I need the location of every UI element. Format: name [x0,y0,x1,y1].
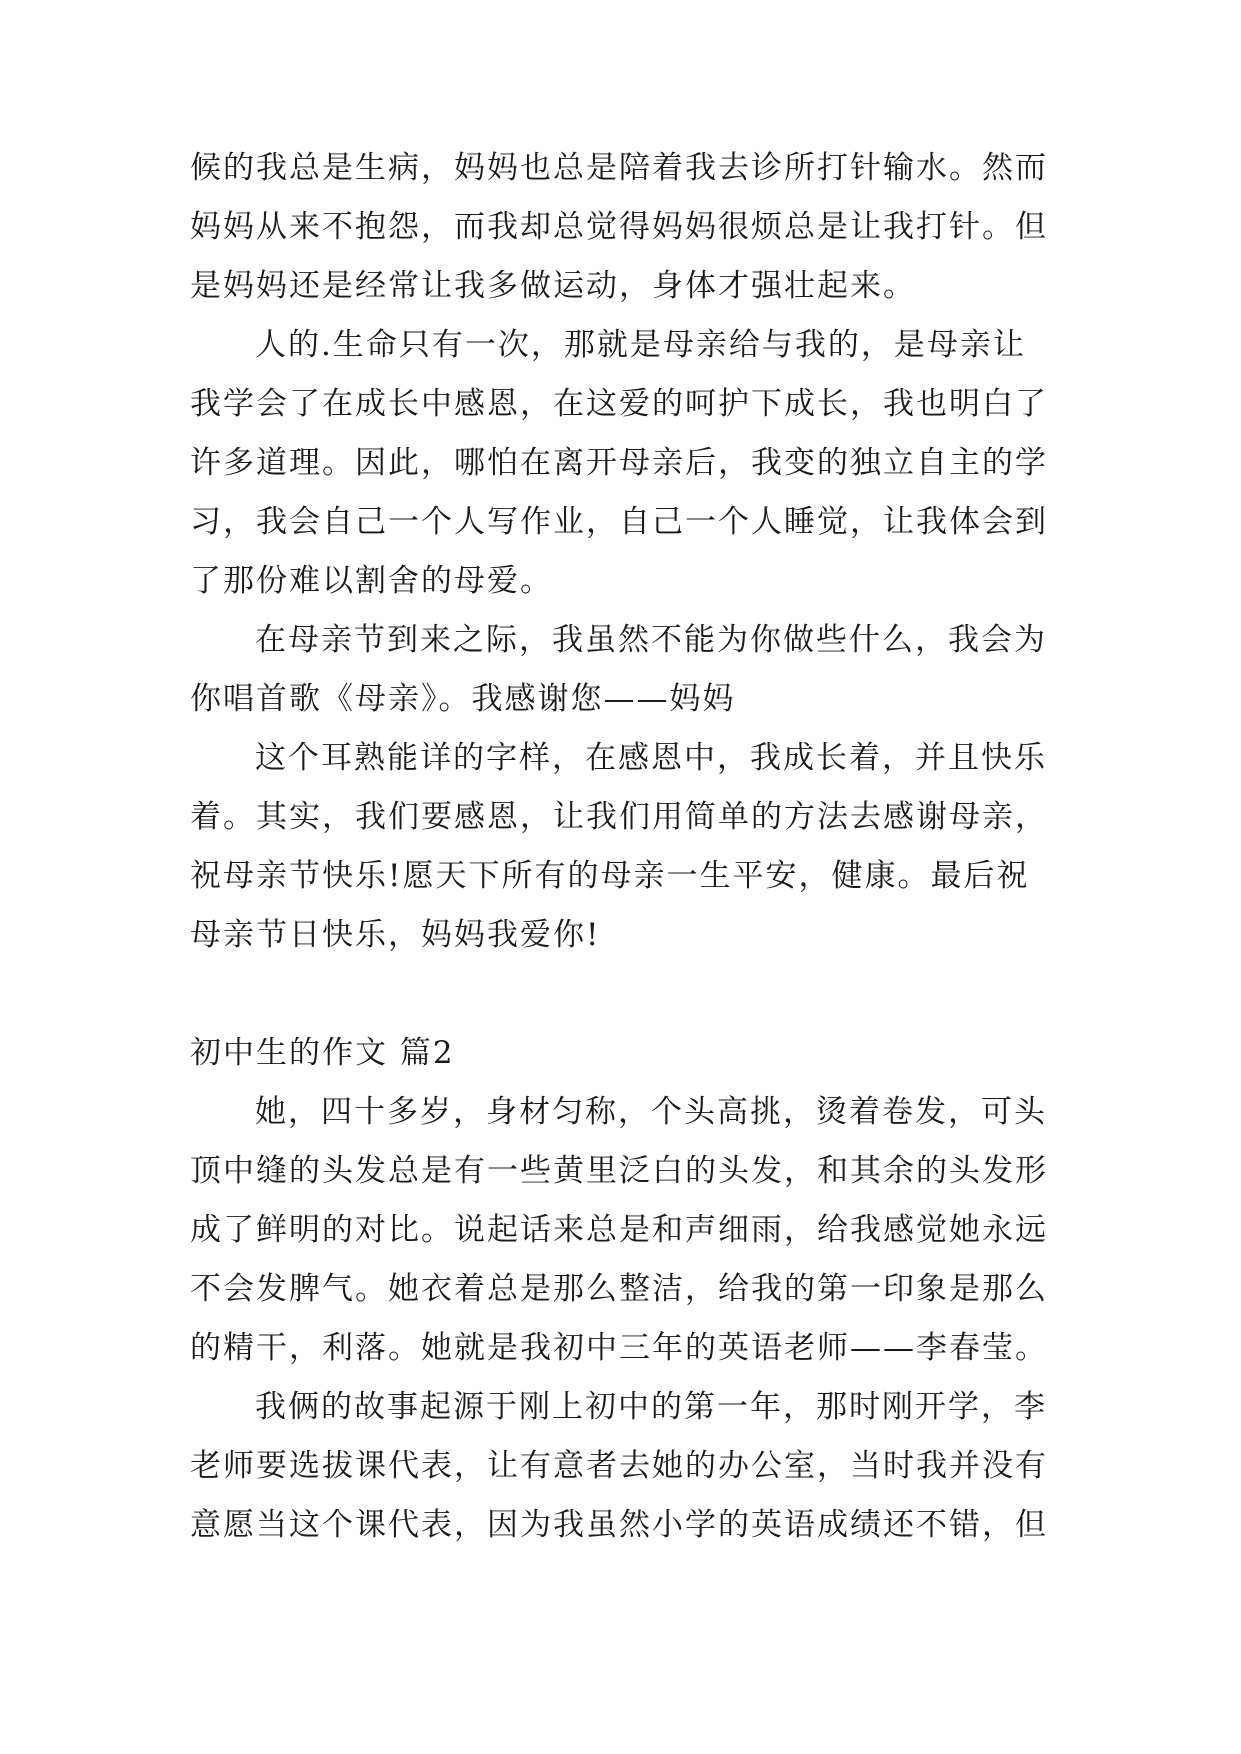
text-line: 祝母亲节快乐!愿天下所有的母亲一生平安，健康。最后祝 [190,858,1030,894]
paragraph-first-line: 我俩的故事起源于刚上初中的第一年，那时刚开学，李 [255,1389,1047,1425]
text-line: 不会发脾气。她衣着总是那么整洁，给我的第一印象是那么 [190,1271,1048,1307]
text-line: 候的我总是生病，妈妈也总是陪着我去诊所打针输水。然而 [190,150,1048,186]
text-line: 成了鲜明的对比。说起话来总是和声细雨，给我感觉她永远 [190,1212,1048,1248]
text-line: 的精干，利落。她就是我初中三年的英语老师——李春莹。 [190,1330,1048,1366]
paragraph-first-line: 这个耳熟能详的字样，在感恩中，我成长着，并且快乐 [255,740,1047,776]
paragraph-first-line: 在母亲节到来之际，我虽然不能为你做些什么，我会为 [255,622,1047,658]
paragraph-first-line: 她，四十多岁，身材匀称，个头高挑，烫着卷发，可头 [255,1094,1047,1130]
text-line: 了那份难以割舍的母爱。 [190,563,553,599]
text-line: 我学会了在成长中感恩，在这爱的呵护下成长，我也明白了 [190,386,1048,422]
section-heading: 初中生的作文 篇2 [190,1035,455,1071]
paragraph-first-line: 人的.生命只有一次，那就是母亲给与我的，是母亲让 [255,327,1026,363]
text-line: 着。其实，我们要感恩，让我们用简单的方法去感谢母亲， [190,799,1048,835]
text-line: 是妈妈还是经常让我多做运动，身体才强壮起来。 [190,268,916,304]
text-line: 你唱首歌《母亲》。我感谢您——妈妈 [190,681,736,717]
text-line: 老师要选拔课代表，让有意者去她的办公室，当时我并没有 [190,1448,1048,1484]
text-line: 习，我会自己一个人写作业，自己一个人睡觉，让我体会到 [190,504,1048,540]
text-line: 意愿当这个课代表，因为我虽然小学的英语成绩还不错，但 [190,1507,1048,1543]
text-line: 顶中缝的头发总是有一些黄里泛白的头发，和其余的头发形 [190,1153,1048,1189]
text-line: 许多道理。因此，哪怕在离开母亲后，我变的独立自主的学 [190,445,1048,481]
text-line: 母亲节日快乐，妈妈我爱你! [190,917,601,953]
text-line: 妈妈从来不抱怨，而我却总觉得妈妈很烦总是让我打针。但 [190,209,1048,245]
